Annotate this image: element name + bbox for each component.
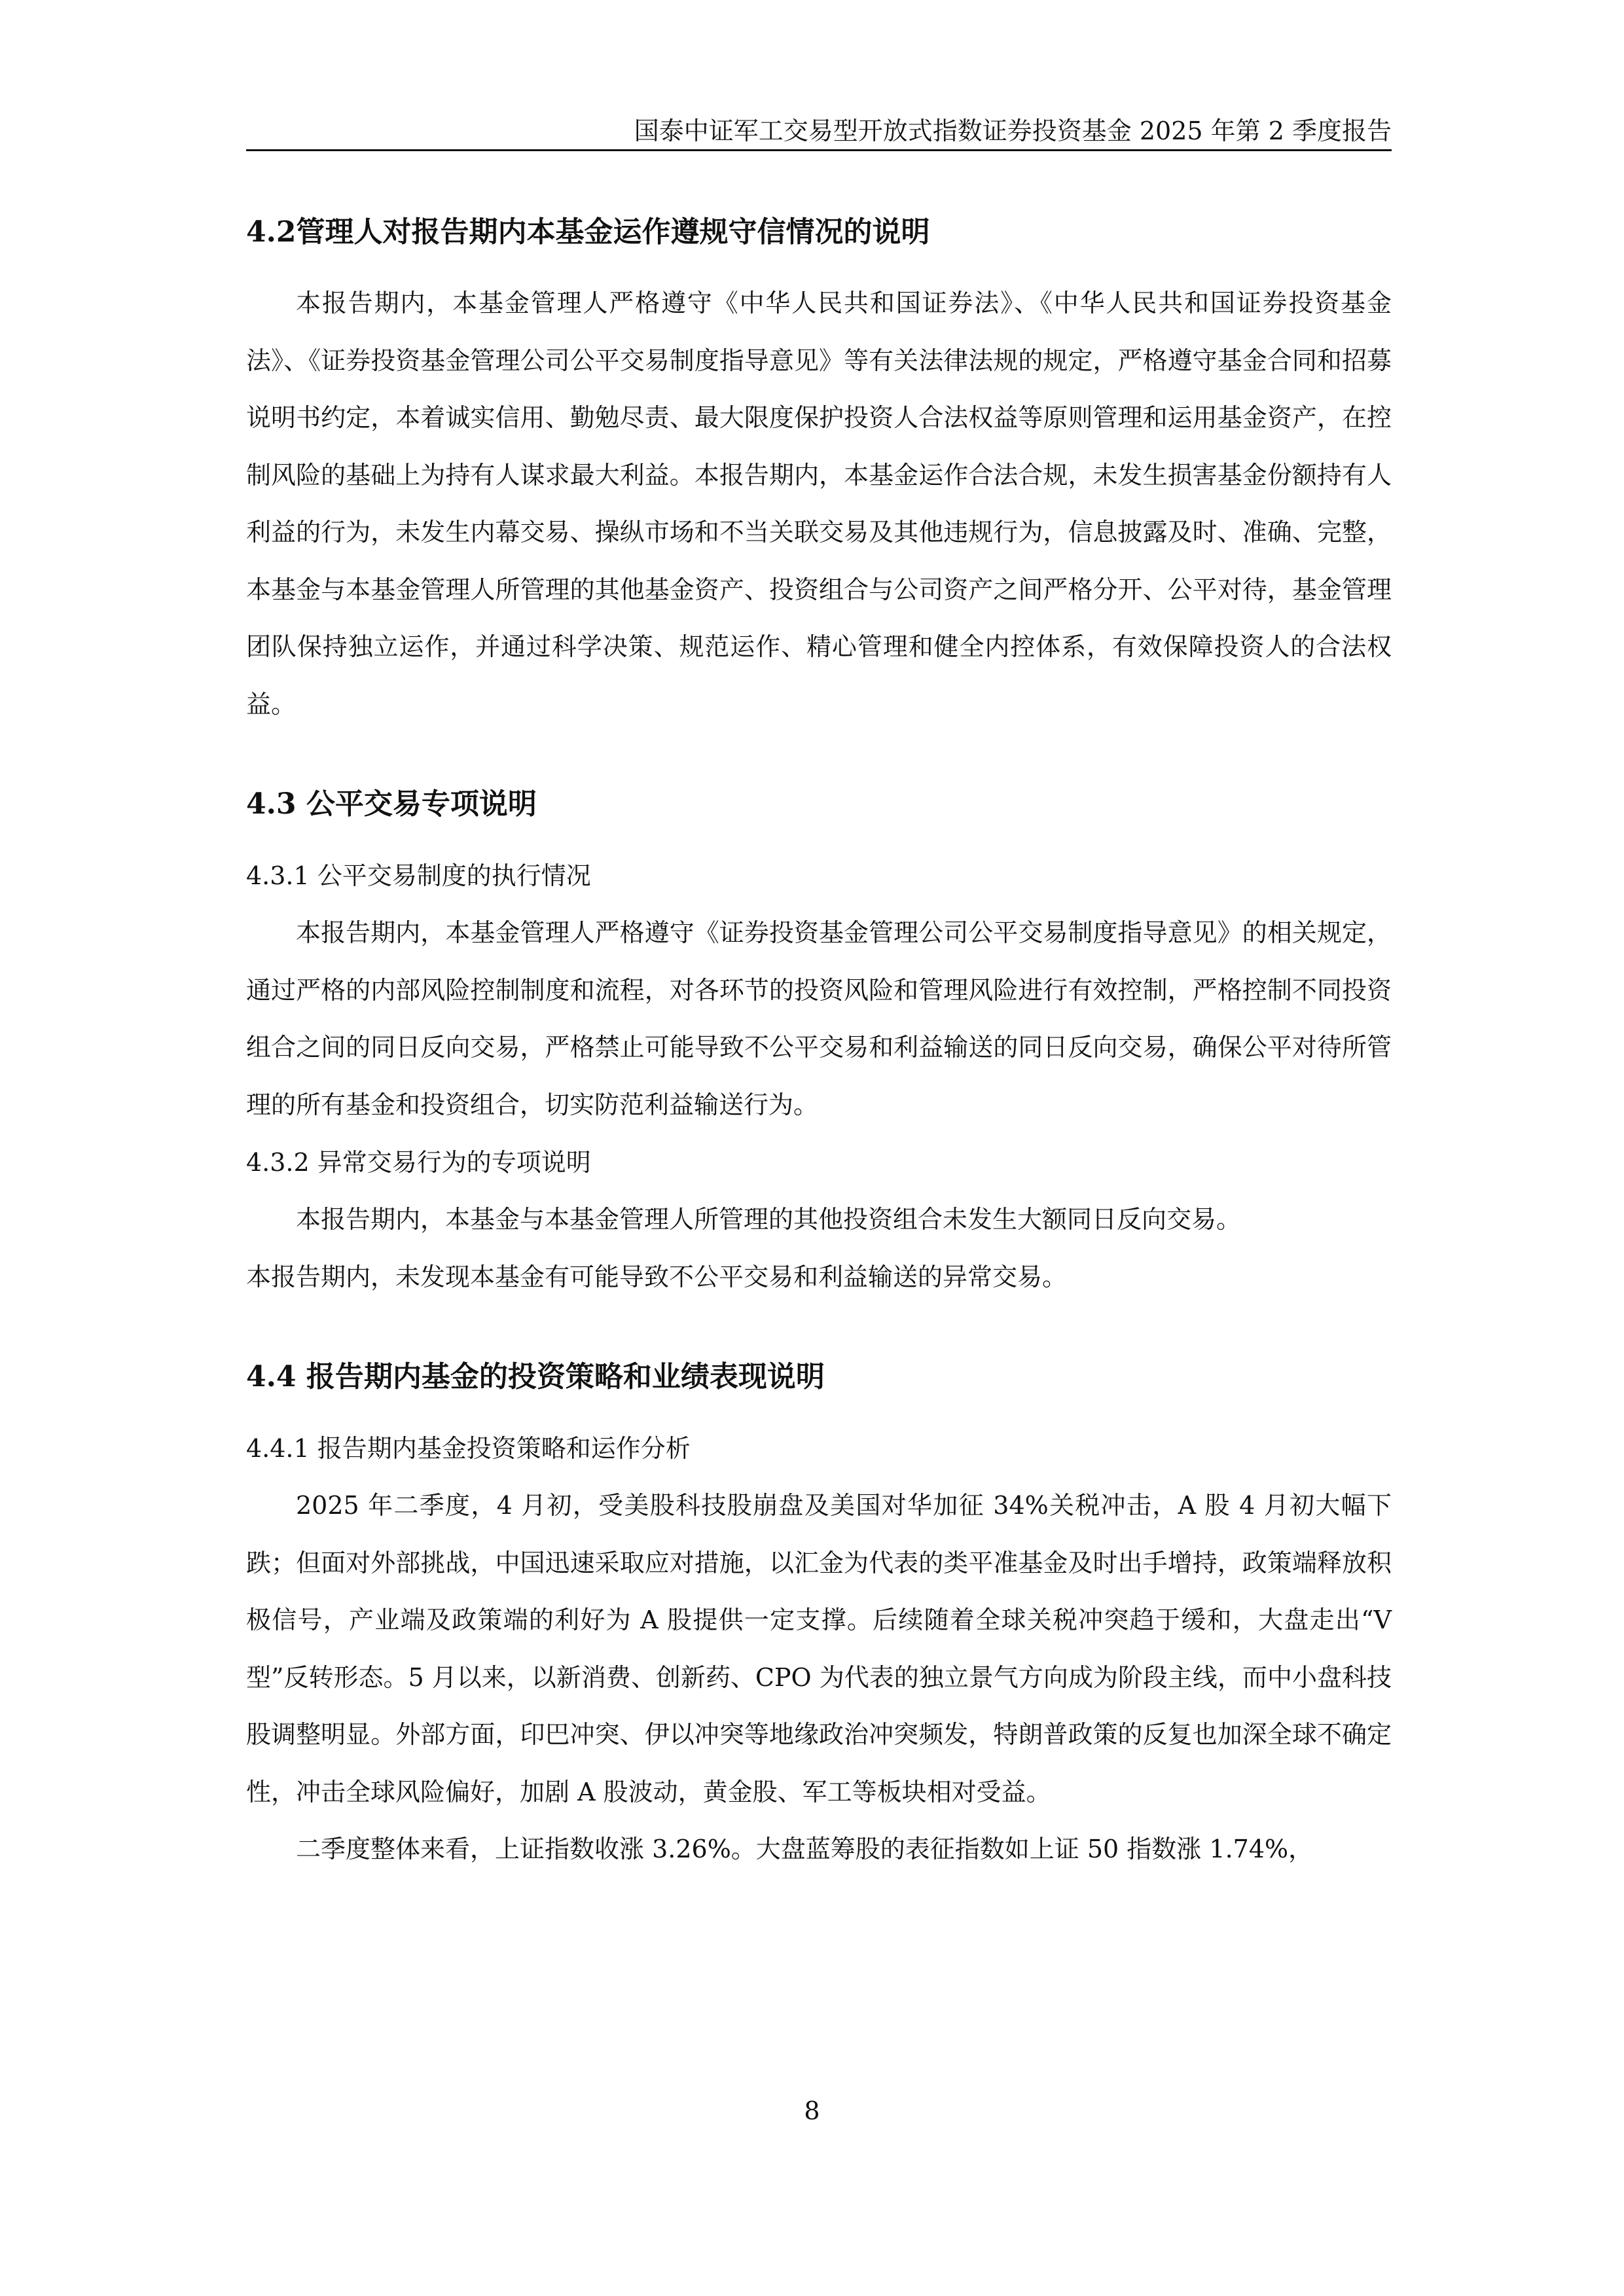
paragraph-4-3-2-b: 本报告期内，未发现本基金有可能导致不公平交易和利益输送的异常交易。: [246, 1262, 1068, 1291]
section-heading-4-2: 4.2管理人对报告期内本基金运作遵规守信情况的说明: [246, 215, 930, 249]
paragraph-4-2: 本报告期内，本基金管理人严格遵守《中华人民共和国证券法》、《中华人民共和国证券投资基金法》、《证券投资基金管理公司公平交易制度指导意见》等有关法律法规的规定，严格遵守基金合同和招募说明书约定，本着诚实信用、勤勉尽责、最大限度保护投资人合法权益等原则管理和运用基金资产，在控制风险的基础上为持有人谋求最大利益。本报告期内，本基金运作合法合规，未发生损害基金份额持有人利益的行为，未发生内幕交易、操纵市场和不当关联交易及其他违规行为，信息披露及时、准确、完整，本基金与本基金管理人所管理的其他基金资产、投资组合与公司资产之间严格分开、公平对待，基金管理团队保持独立运作，并通过科学决策、规范运作、精心管理和健全内控体系，有效保障投资人的合法权益。: [246, 289, 1392, 719]
subsection-heading-4-4-1: 4.4.1 报告期内基金投资策略和运作分析: [246, 1434, 691, 1463]
section-heading-4-4: 4.4 报告期内基金的投资策略和业绩表现说明: [246, 1360, 825, 1393]
paragraph-4-3-2-a: 本报告期内，本基金与本基金管理人所管理的其他投资组合未发生大额同日反向交易。: [296, 1205, 1242, 1234]
page-number: 8: [804, 2096, 820, 2125]
header-divider: [246, 149, 1392, 151]
paragraph-4-4-1-b: 二季度整体来看，上证指数收涨 3.26%。大盘蓝筹股的表征指数如上证 50 指数涨 1.74%，: [296, 1835, 1314, 1863]
subsection-heading-4-3-2: 4.3.2 异常交易行为的专项说明: [246, 1148, 591, 1177]
paragraph-4-4-1-a: 2025 年二季度，4 月初，受美股科技股崩盘及美国对华加征 34%关税冲击，A 股 4 月初大幅下跌；但面对外部挑战，中国迅速采取应对措施，以汇金为代表的类平准基金及时出手增持，政策端释放积极信号，产业端及政策端的利好为 A 股提供一定支撑。后续随着全球关税冲突趋于缓和，大盘走出“V 型”反转形态。5 月以来，以新消费、创新药、CPO 为代表的独立景气方向成为阶段主线，而中小盘科技股调整明显。外部方面，印巴冲突、伊以冲突等地缘政治冲突频发，特朗普政策的反复也加深全球不确定性，冲击全球风险偏好，加剧 A 股波动，黄金股、军工等板块相对受益。: [246, 1491, 1392, 1806]
document-body: [246, 190, 1392, 1878]
section-heading-4-3: 4.3 公平交易专项说明: [246, 787, 537, 821]
page-header: 国泰中证军工交易型开放式指数证券投资基金 2025 年第 2 季度报告: [634, 117, 1392, 145]
paragraph-4-3-1: 本报告期内，本基金管理人严格遵守《证券投资基金管理公司公平交易制度指导意见》的相关规定，通过严格的内部风险控制制度和流程，对各环节的投资风险和管理风险进行有效控制，严格控制不同投资组合之间的同日反向交易，严格禁止可能导致不公平交易和利益输送的同日反向交易，确保公平对待所管理的所有基金和投资组合，切实防范利益输送行为。: [246, 918, 1392, 1119]
subsection-heading-4-3-1: 4.3.1 公平交易制度的执行情况: [246, 861, 591, 890]
